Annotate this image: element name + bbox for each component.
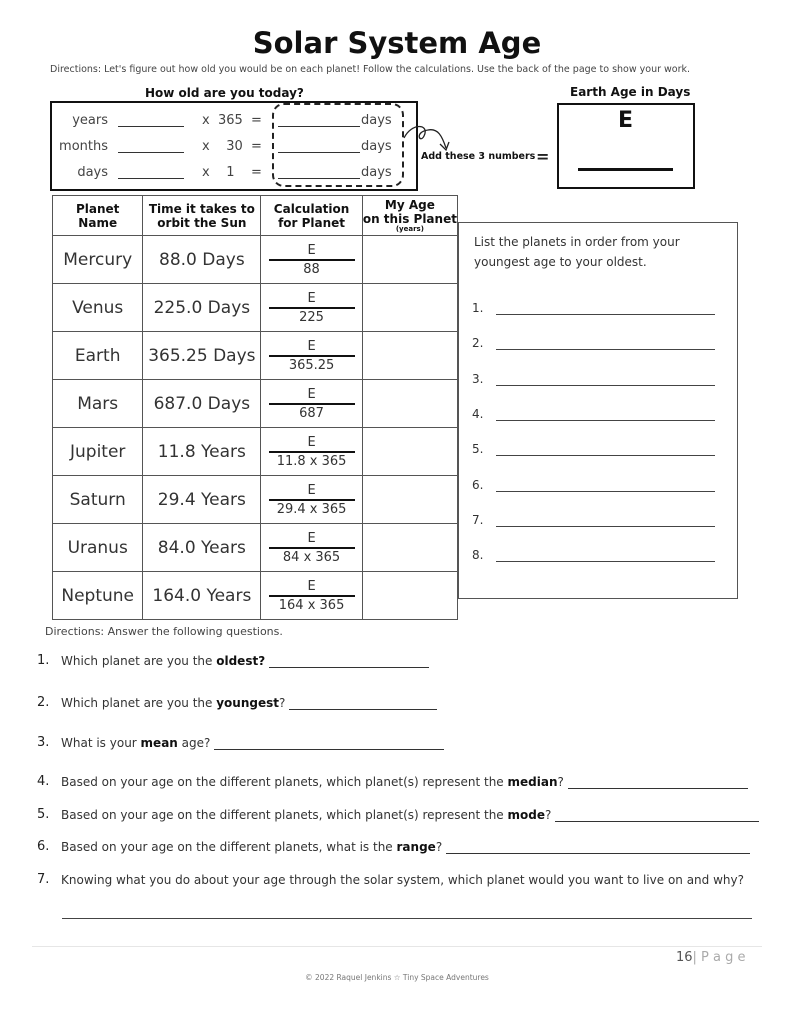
denominator: 164 x 365 xyxy=(278,597,345,613)
multiplier-label: x 30 = xyxy=(202,139,262,154)
table-row xyxy=(53,572,458,620)
order-answer-line[interactable] xyxy=(496,385,715,386)
calculation-cell xyxy=(261,572,362,620)
my-age-input[interactable] xyxy=(362,380,457,428)
question-number: 1. xyxy=(37,653,50,668)
age-unit-label: days xyxy=(77,165,108,180)
planet-name: Uranus xyxy=(53,524,143,572)
question-number: 4. xyxy=(37,774,50,789)
question-number: 5. xyxy=(37,807,50,822)
fraction xyxy=(269,434,355,470)
order-number: 4. xyxy=(472,406,484,421)
page-title: Solar System Age xyxy=(252,26,542,60)
question-post: ? xyxy=(557,775,568,789)
footer-divider xyxy=(32,946,762,947)
column-header xyxy=(143,196,261,236)
order-answer-line[interactable] xyxy=(496,455,715,456)
question-keyword: oldest? xyxy=(216,654,266,668)
question-pre: What is your xyxy=(61,736,141,750)
denominator: 11.8 x 365 xyxy=(276,453,347,469)
header-line: for Planet xyxy=(278,215,346,230)
calculation-cell xyxy=(261,332,362,380)
denominator: 29.4 x 365 xyxy=(276,501,347,517)
days-result-line[interactable] xyxy=(278,178,360,179)
question-pre: Knowing what you do about your age through the solar system, which planet would you want to live on and why? xyxy=(61,873,744,887)
question-number: 2. xyxy=(37,695,50,710)
table-row xyxy=(53,476,458,524)
numerator: E xyxy=(269,578,355,597)
planet-name: Saturn xyxy=(53,476,143,524)
days-suffix: days xyxy=(361,139,392,154)
earth-age-letter: E xyxy=(618,108,634,133)
question-keyword: median xyxy=(507,775,558,789)
fraction xyxy=(269,290,355,326)
question-text xyxy=(61,873,744,887)
calculation-cell xyxy=(261,236,362,284)
order-number: 3. xyxy=(472,371,484,386)
fraction xyxy=(269,386,355,422)
directions: Directions: Let's figure out how old you would be on each planet! Follow the calculations. Use the back of the page to show your work. xyxy=(50,64,691,75)
my-age-input[interactable] xyxy=(362,428,457,476)
orbit-time: 164.0 Years xyxy=(143,572,261,620)
question-pre: Based on your age on the different planets, which planet(s) represent the xyxy=(61,808,508,822)
age-input-line[interactable] xyxy=(118,178,184,179)
days-suffix: days xyxy=(361,165,392,180)
my-age-input[interactable] xyxy=(362,236,457,284)
age-input-line[interactable] xyxy=(118,126,184,127)
page-num: 16 xyxy=(676,950,693,965)
order-box xyxy=(458,222,738,599)
fraction xyxy=(269,242,355,278)
fraction xyxy=(269,482,355,518)
my-age-input[interactable] xyxy=(362,524,457,572)
column-header xyxy=(53,196,143,236)
question-text xyxy=(61,808,759,822)
table-row xyxy=(53,332,458,380)
question-pre: Based on your age on the different planets, what is the xyxy=(61,840,397,854)
column-header xyxy=(261,196,362,236)
fraction xyxy=(269,338,355,374)
order-number: 8. xyxy=(472,548,484,563)
calculation-cell xyxy=(261,428,362,476)
fraction xyxy=(269,530,355,566)
earth-age-answer-line xyxy=(578,168,673,171)
order-number: 7. xyxy=(472,512,484,527)
denominator: 88 xyxy=(303,261,320,277)
order-answer-line[interactable] xyxy=(496,314,715,315)
question-keyword: youngest xyxy=(216,696,279,710)
orbit-time: 88.0 Days xyxy=(143,236,261,284)
order-number: 6. xyxy=(472,477,484,492)
days-suffix: days xyxy=(361,113,392,128)
table-row xyxy=(53,284,458,332)
planet-name: Neptune xyxy=(53,572,143,620)
order-instruction-1: List the planets in order from your xyxy=(474,235,680,249)
planet-name: Earth xyxy=(53,332,143,380)
question-keyword: mode xyxy=(507,808,545,822)
order-answer-line[interactable] xyxy=(496,526,715,527)
numerator: E xyxy=(269,530,355,549)
my-age-input[interactable] xyxy=(362,572,457,620)
question-pre: Which planet are you the xyxy=(61,654,217,668)
answer-line[interactable] xyxy=(289,697,437,710)
orbit-time: 84.0 Years xyxy=(143,524,261,572)
question-post: ? xyxy=(279,696,290,710)
table-row xyxy=(53,428,458,476)
orbit-time: 687.0 Days xyxy=(143,380,261,428)
header-line: Name xyxy=(78,215,118,230)
my-age-input[interactable] xyxy=(362,332,457,380)
calculation-cell xyxy=(261,380,362,428)
fraction xyxy=(269,578,355,614)
numerator: E xyxy=(269,386,355,405)
page-number xyxy=(676,950,746,965)
directions-questions: Directions: Answer the following questions. xyxy=(45,625,283,638)
denominator: 687 xyxy=(299,405,324,421)
copyright: © 2022 Raquel Jenkins ☆ Tiny Space Adventures xyxy=(305,973,489,982)
question-text xyxy=(61,840,750,854)
calculation-cell xyxy=(261,284,362,332)
order-instruction-2: youngest age to your oldest. xyxy=(474,255,647,269)
order-number: 5. xyxy=(472,442,484,457)
equals-sign: = xyxy=(536,147,550,166)
numerator: E xyxy=(269,290,355,309)
planet-name: Venus xyxy=(53,284,143,332)
header-line: Calculation xyxy=(273,201,350,216)
question-pre: Based on your age on the different planets, which planet(s) represent the xyxy=(61,775,508,789)
table-row xyxy=(53,524,458,572)
question-number: 6. xyxy=(37,839,50,854)
multiplier-label: x 365 = xyxy=(202,113,262,128)
question-pre: Which planet are you the xyxy=(61,696,217,710)
question-keyword: mean xyxy=(140,736,178,750)
numerator: E xyxy=(269,338,355,357)
order-number: 2. xyxy=(472,336,484,351)
question-text xyxy=(61,696,437,710)
column-header xyxy=(362,196,457,236)
age-unit-label: years xyxy=(72,113,108,128)
question-post: age? xyxy=(177,736,215,750)
calculation-cell xyxy=(261,476,362,524)
order-answer-line[interactable] xyxy=(496,349,715,350)
planet-name: Mercury xyxy=(53,236,143,284)
orbit-time: 11.8 Years xyxy=(143,428,261,476)
q7-answer-line[interactable] xyxy=(62,918,752,919)
planet-table xyxy=(52,195,458,620)
calculation-cell xyxy=(261,524,362,572)
question-number: 3. xyxy=(37,735,50,750)
header-line: Time it takes to xyxy=(148,201,255,216)
numerator: E xyxy=(269,482,355,501)
answer-line[interactable] xyxy=(446,841,750,854)
denominator: 84 x 365 xyxy=(282,549,341,565)
order-number: 1. xyxy=(472,301,484,315)
question-text xyxy=(61,736,444,750)
table-row xyxy=(53,380,458,428)
order-answer-line[interactable] xyxy=(496,491,715,492)
question-post: ? xyxy=(435,840,446,854)
my-age-input[interactable] xyxy=(362,476,457,524)
age-unit-label: months xyxy=(59,139,108,154)
header-line: orbit the Sun xyxy=(157,215,247,230)
earth-box-heading: Earth Age in Days xyxy=(570,85,691,99)
orbit-time: 29.4 Years xyxy=(143,476,261,524)
header-line: on this Planet xyxy=(362,212,457,226)
add-label: Add these 3 numbers xyxy=(421,151,536,162)
answer-line[interactable] xyxy=(555,809,759,822)
header-line: (years) xyxy=(395,225,424,233)
numerator: E xyxy=(269,434,355,453)
orbit-time: 225.0 Days xyxy=(143,284,261,332)
header-line: My Age xyxy=(384,198,435,212)
question-post: ? xyxy=(544,808,556,822)
planet-name: Jupiter xyxy=(53,428,143,476)
table-row xyxy=(53,236,458,284)
days-result-line[interactable] xyxy=(278,126,360,127)
order-answer-line[interactable] xyxy=(496,420,715,421)
order-answer-line[interactable] xyxy=(496,561,715,562)
my-age-input[interactable] xyxy=(362,284,457,332)
answer-line[interactable] xyxy=(214,737,444,750)
question-text xyxy=(61,775,748,789)
answer-line[interactable] xyxy=(269,655,429,668)
age-box-heading: How old are you today? xyxy=(145,86,304,100)
orbit-time: 365.25 Days xyxy=(143,332,261,380)
page-label: | P a g e xyxy=(692,950,746,965)
question-number: 7. xyxy=(37,872,50,887)
multiplier-label: x 1 = xyxy=(202,165,262,180)
question-text xyxy=(61,654,429,668)
days-result-line[interactable] xyxy=(278,152,360,153)
denominator: 365.25 xyxy=(288,357,335,373)
answer-line[interactable] xyxy=(568,776,748,789)
numerator: E xyxy=(269,242,355,261)
question-keyword: range xyxy=(396,840,436,854)
denominator: 225 xyxy=(299,309,324,325)
age-input-line[interactable] xyxy=(118,152,184,153)
header-line: Planet xyxy=(75,201,120,216)
planet-name: Mars xyxy=(53,380,143,428)
